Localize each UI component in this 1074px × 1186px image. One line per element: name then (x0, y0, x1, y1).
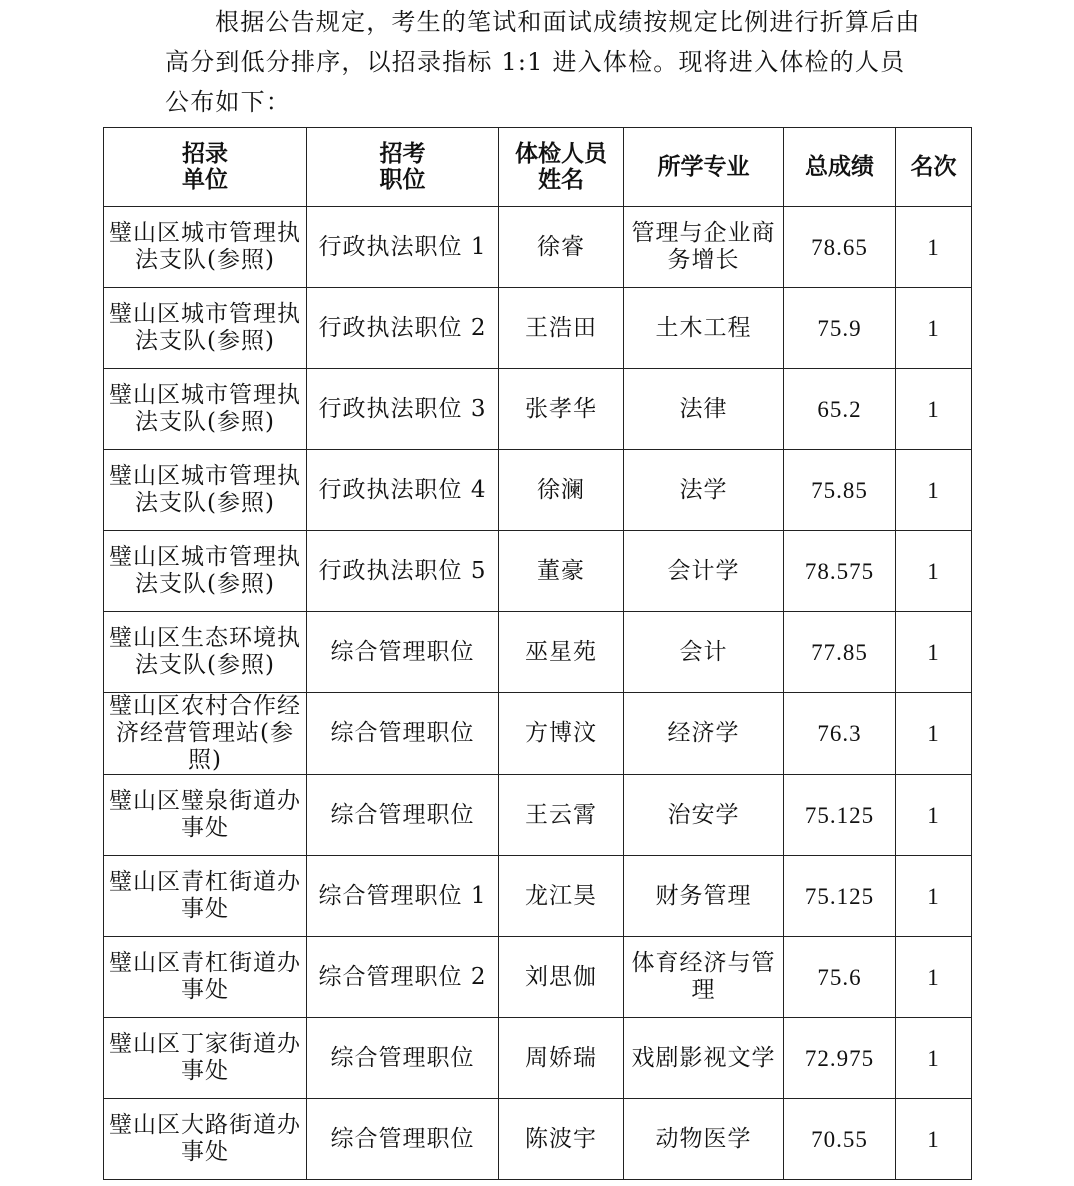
cell-position: 综合管理职位 1 (307, 856, 499, 937)
header-position: 招考职位 (307, 128, 499, 207)
cell-score: 75.85 (784, 450, 896, 531)
cell-rank: 1 (896, 1018, 972, 1099)
cell-major: 体育经济与管理 (624, 937, 784, 1018)
cell-major: 会计 (624, 612, 784, 693)
cell-score: 75.125 (784, 856, 896, 937)
table-header-row (104, 128, 972, 207)
table-row (104, 288, 972, 369)
cell-score: 70.55 (784, 1099, 896, 1180)
table-row (104, 369, 972, 450)
cell-rank: 1 (896, 1099, 972, 1180)
cell-position: 行政执法职位 4 (307, 450, 499, 531)
cell-rank: 1 (896, 531, 972, 612)
intro-paragraph (165, 2, 925, 122)
cell-rank: 1 (896, 856, 972, 937)
cell-major: 戏剧影视文学 (624, 1018, 784, 1099)
cell-score: 75.125 (784, 775, 896, 856)
cell-rank: 1 (896, 937, 972, 1018)
cell-name: 王浩田 (499, 288, 624, 369)
table-row (104, 775, 972, 856)
cell-unit: 璧山区城市管理执法支队(参照) (104, 450, 307, 531)
cell-major: 治安学 (624, 775, 784, 856)
cell-name: 王云霄 (499, 775, 624, 856)
cell-major: 法学 (624, 450, 784, 531)
cell-unit: 璧山区城市管理执法支队(参照) (104, 288, 307, 369)
cell-major: 动物医学 (624, 1099, 784, 1180)
cell-score: 72.975 (784, 1018, 896, 1099)
cell-unit: 璧山区农村合作经济经营管理站(参照) (104, 693, 307, 775)
table-row (104, 612, 972, 693)
cell-position: 综合管理职位 (307, 775, 499, 856)
table-row (104, 531, 972, 612)
cell-major: 法律 (624, 369, 784, 450)
cell-unit: 璧山区生态环境执法支队(参照) (104, 612, 307, 693)
cell-name: 徐澜 (499, 450, 624, 531)
header-unit: 招录单位 (104, 128, 307, 207)
cell-major: 管理与企业商务增长 (624, 207, 784, 288)
cell-position: 综合管理职位 (307, 1099, 499, 1180)
header-major: 所学专业 (624, 128, 784, 207)
cell-score: 75.9 (784, 288, 896, 369)
cell-unit: 璧山区城市管理执法支队(参照) (104, 369, 307, 450)
cell-score: 65.2 (784, 369, 896, 450)
cell-score: 78.575 (784, 531, 896, 612)
cell-unit: 璧山区城市管理执法支队(参照) (104, 207, 307, 288)
cell-position: 综合管理职位 2 (307, 937, 499, 1018)
table-row (104, 450, 972, 531)
table-row (104, 1018, 972, 1099)
cell-unit: 璧山区丁家街道办事处 (104, 1018, 307, 1099)
cell-rank: 1 (896, 612, 972, 693)
cell-name: 张孝华 (499, 369, 624, 450)
cell-unit: 璧山区青杠街道办事处 (104, 937, 307, 1018)
cell-position: 综合管理职位 (307, 693, 499, 775)
cell-score: 78.65 (784, 207, 896, 288)
cell-name: 刘思伽 (499, 937, 624, 1018)
cell-major: 财务管理 (624, 856, 784, 937)
cell-unit: 璧山区城市管理执法支队(参照) (104, 531, 307, 612)
cell-name: 徐睿 (499, 207, 624, 288)
cell-position: 行政执法职位 1 (307, 207, 499, 288)
cell-name: 龙江昊 (499, 856, 624, 937)
cell-name: 董豪 (499, 531, 624, 612)
cell-position: 综合管理职位 (307, 1018, 499, 1099)
physical-exam-list-table (103, 127, 972, 1180)
cell-major: 土木工程 (624, 288, 784, 369)
cell-name: 巫星苑 (499, 612, 624, 693)
cell-position: 综合管理职位 (307, 612, 499, 693)
cell-position: 行政执法职位 2 (307, 288, 499, 369)
cell-name: 周娇瑞 (499, 1018, 624, 1099)
cell-name: 方博汶 (499, 693, 624, 775)
cell-major: 会计学 (624, 531, 784, 612)
cell-rank: 1 (896, 450, 972, 531)
cell-position: 行政执法职位 3 (307, 369, 499, 450)
cell-rank: 1 (896, 288, 972, 369)
cell-unit: 璧山区青杠街道办事处 (104, 856, 307, 937)
table-row (104, 856, 972, 937)
header-rank: 名次 (896, 128, 972, 207)
cell-name: 陈波宇 (499, 1099, 624, 1180)
cell-score: 76.3 (784, 693, 896, 775)
cell-rank: 1 (896, 693, 972, 775)
cell-score: 75.6 (784, 937, 896, 1018)
intro-text: 根据公告规定，考生的笔试和面试成绩按规定比例进行折算后由高分到低分排序，以招录指标 1:1 进入体检。现将进入体检的人员公布如下： (165, 8, 921, 116)
cell-rank: 1 (896, 369, 972, 450)
cell-rank: 1 (896, 775, 972, 856)
table-row (104, 1099, 972, 1180)
table-row (104, 693, 972, 775)
table-row (104, 937, 972, 1018)
header-score: 总成绩 (784, 128, 896, 207)
cell-rank: 1 (896, 207, 972, 288)
cell-unit: 璧山区璧泉街道办事处 (104, 775, 307, 856)
cell-major: 经济学 (624, 693, 784, 775)
table-row (104, 207, 972, 288)
cell-unit: 璧山区大路街道办事处 (104, 1099, 307, 1180)
header-name: 体检人员姓名 (499, 128, 624, 207)
cell-position: 行政执法职位 5 (307, 531, 499, 612)
cell-score: 77.85 (784, 612, 896, 693)
